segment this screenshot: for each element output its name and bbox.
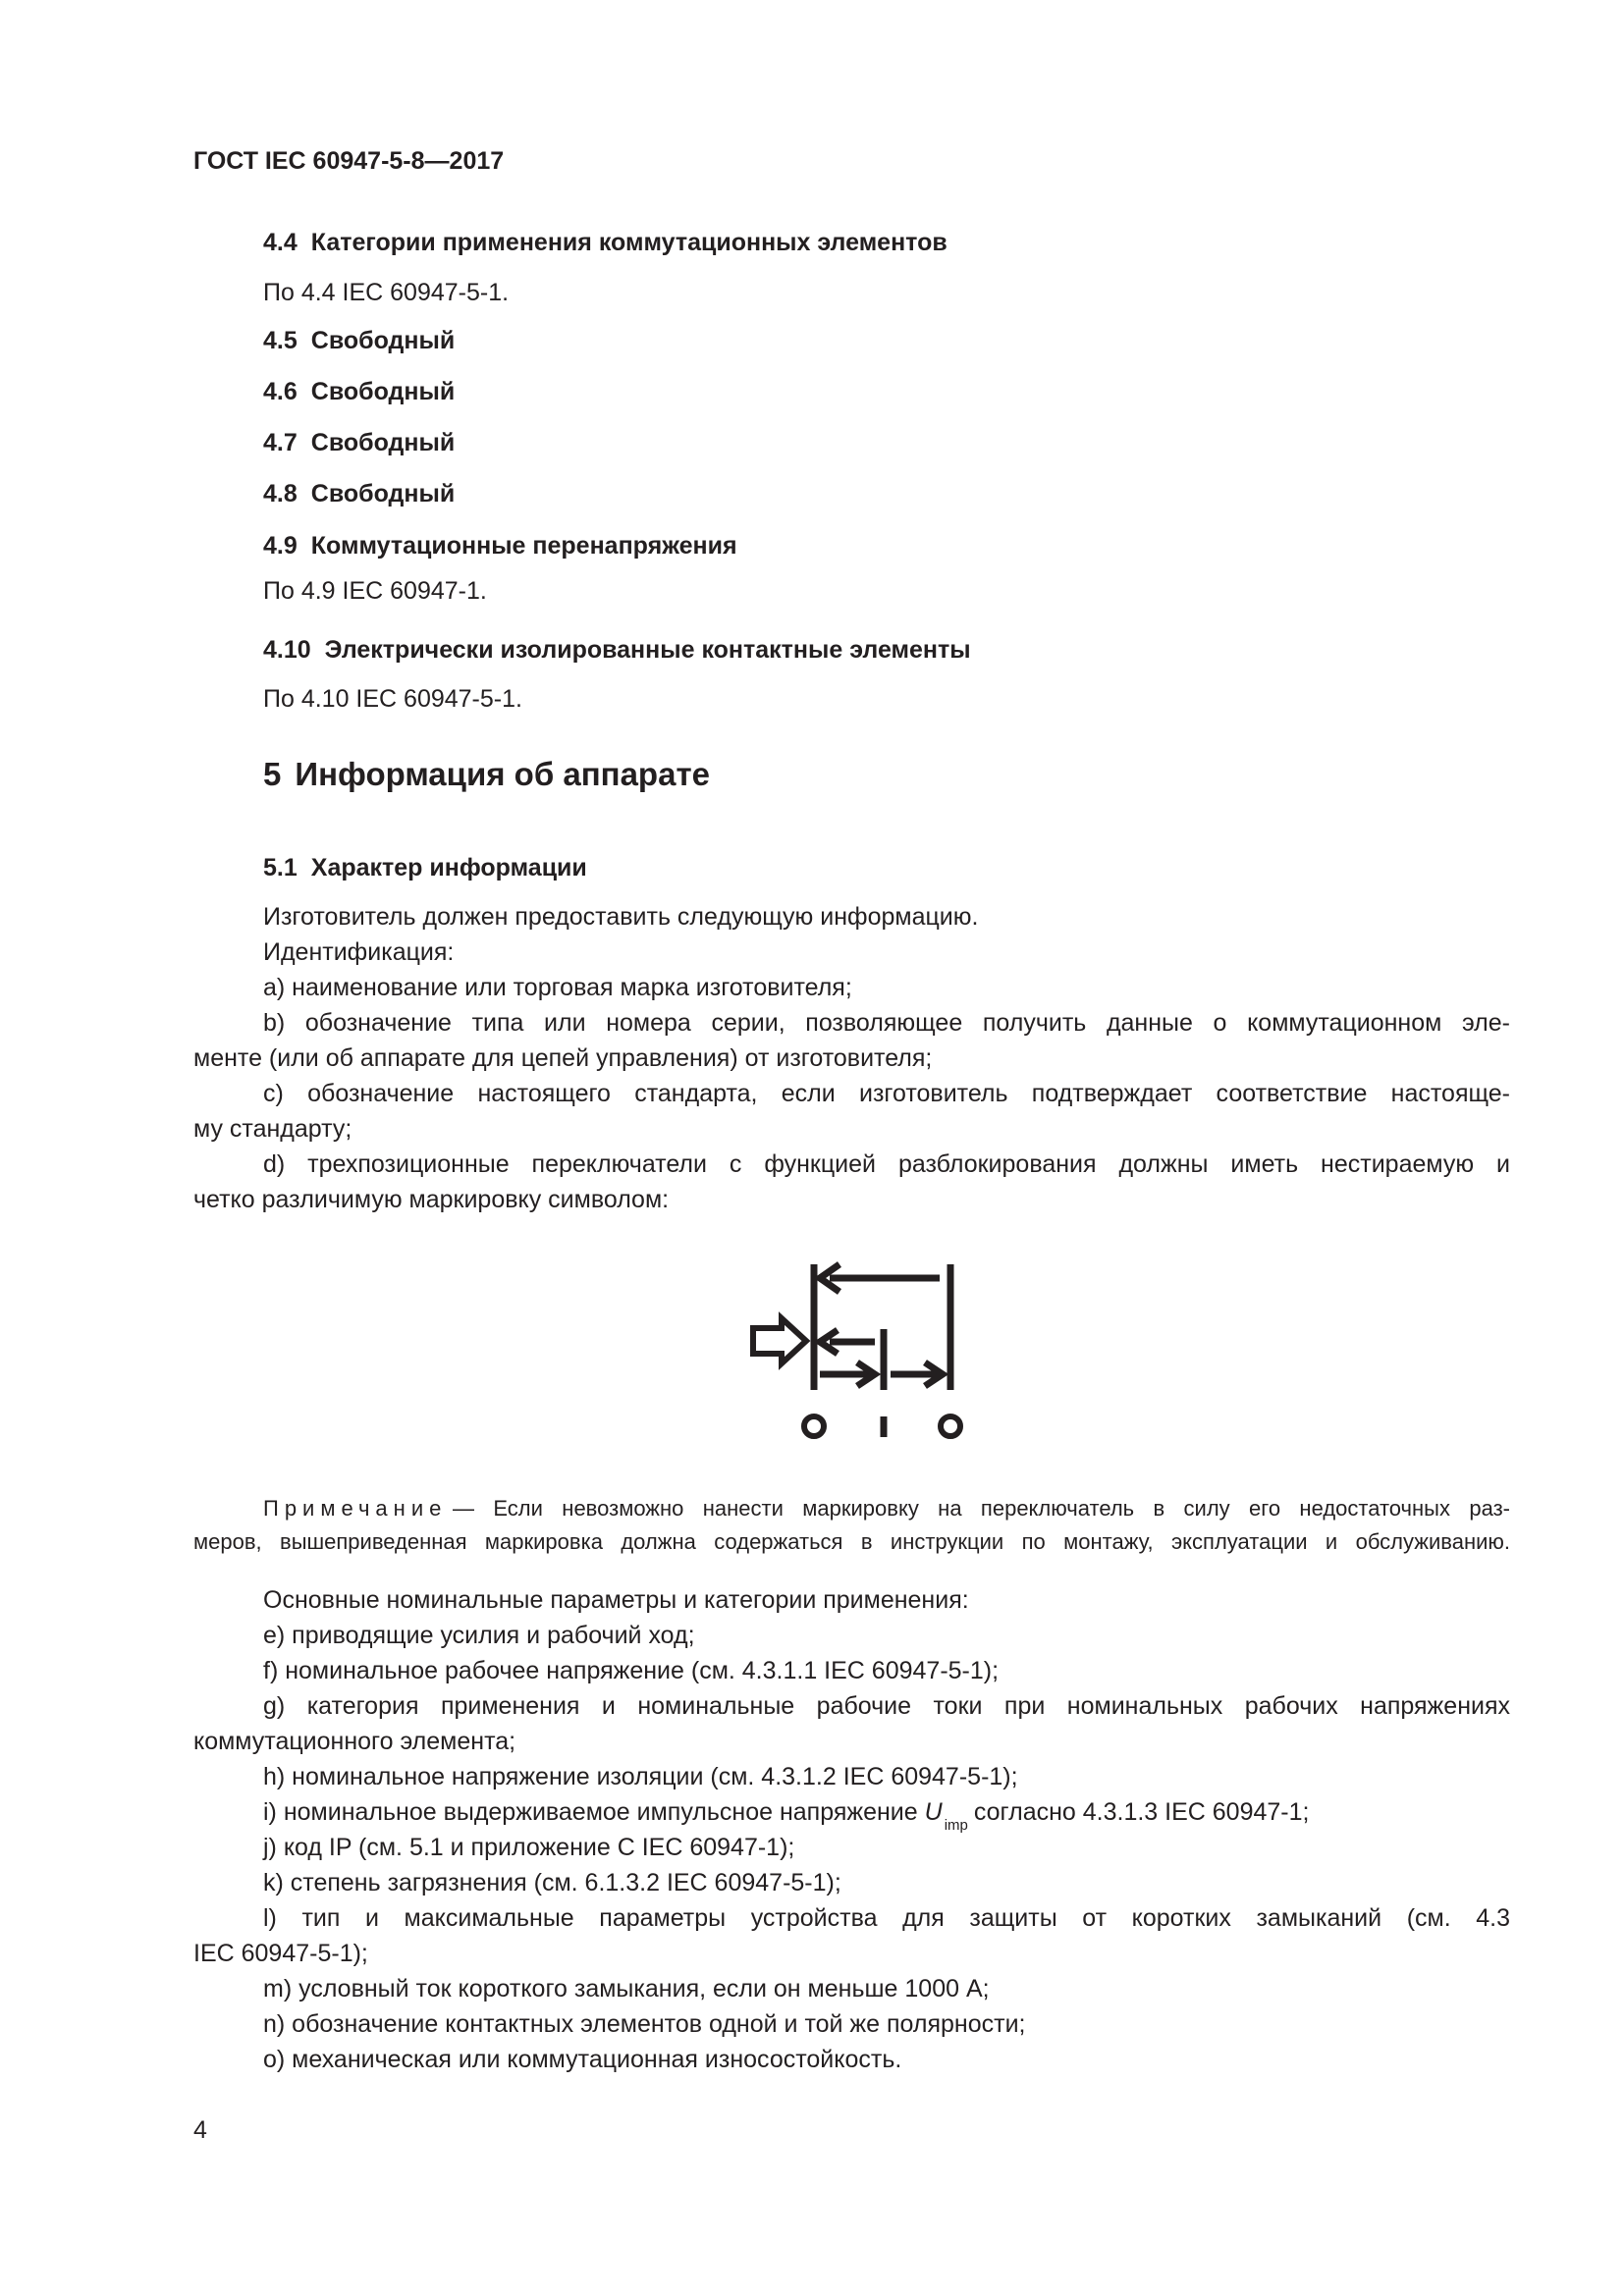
three-position-switch-symbol (741, 1245, 977, 1441)
list-item: m) условный ток короткого замыкания, если он меньше 1000 А; (263, 1975, 990, 2002)
paragraph: Идентификация: (263, 938, 455, 966)
standard-header: ГОСТ IEC 60947-5-8—2017 (193, 147, 505, 175)
list-item: n) обозначение контактных элементов одной и той же полярности; (263, 2010, 1026, 2038)
section-heading-4-6: 4.6 Свободный (263, 378, 456, 405)
paragraph: По 4.9 IEC 60947-1. (263, 577, 487, 605)
page-number: 4 (193, 2116, 207, 2144)
paragraph: По 4.4 IEC 60947-5-1. (263, 279, 510, 306)
paragraph: Основные номинальные параметры и категории применения: (263, 1586, 969, 1614)
section-heading-4-9: 4.9 Коммутационные перенапряжения (263, 532, 737, 560)
note-line: — Если невозможно нанести маркировку на переключатель в силу его недостаточных раз- (453, 1496, 1510, 1521)
section-heading-5: 5 Информация об аппарате (263, 756, 710, 792)
section-heading-4-10: 4.10 Электрически изолированные контактные элементы (263, 636, 971, 664)
paragraph: Изготовитель должен предоставить следующую информацию. (263, 903, 979, 931)
list-item-continuation: менте (или об аппарате для цепей управления) от изготовителя; (193, 1044, 933, 1072)
list-item: b) обозначение типа или номера серии, позволяющее получить данные о коммутационном эле- (263, 1009, 1510, 1037)
paragraph: По 4.10 IEC 60947-5-1. (263, 685, 522, 713)
note-label: Примечание (263, 1496, 448, 1521)
list-item: i) номинальное выдерживаемое импульсное напряжение U $_{imp}$ согласно 4.3.1.3 IEC 60947-1; (263, 1798, 1310, 1834)
section-heading-5-1: 5.1 Характер информации (263, 854, 587, 881)
position-o-left-circle (804, 1416, 824, 1436)
list-item-continuation: IEC 60947-5-1); (193, 1940, 368, 1967)
list-item: e) приводящие усилия и рабочий ход; (263, 1622, 695, 1649)
list-item: o) механическая или коммутационная износостойкость. (263, 2046, 902, 2073)
push-actuator-arrow (753, 1318, 806, 1363)
list-item-continuation: коммутационного элемента; (193, 1728, 516, 1755)
list-item-continuation: четко различимую маркировку символом: (193, 1186, 670, 1213)
position-o-right-circle (941, 1416, 960, 1436)
list-item-continuation: му стандарту; (193, 1115, 352, 1143)
section-heading-4-4: 4.4 Категории применения коммутационных элементов (263, 229, 947, 256)
list-item: k) степень загрязнения (см. 6.1.3.2 IEC 60947-5-1); (263, 1869, 841, 1896)
list-item: h) номинальное напряжение изоляции (см. 4.3.1.2 IEC 60947-5-1); (263, 1763, 1018, 1790)
list-item: f) номинальное рабочее напряжение (см. 4.3.1.1 IEC 60947-5-1); (263, 1657, 1000, 1684)
note (263, 1492, 447, 1525)
list-item: c) обозначение настоящего стандарта, если изготовитель подтверждает соответствие настояще- (263, 1080, 1510, 1107)
list-item: g) категория применения и номинальные рабочие токи при номинальных рабочих напряжениях (263, 1692, 1510, 1720)
list-item: a) наименование или торговая марка изготовителя; (263, 974, 852, 1001)
section-heading-4-5: 4.5 Свободный (263, 327, 456, 354)
section-heading-4-8: 4.8 Свободный (263, 480, 456, 507)
list-item: l) тип и максимальные параметры устройства для защиты от коротких замыканий (см. 4.3 (263, 1904, 1510, 1932)
list-item: j) код IP (см. 5.1 и приложение С IEC 60947-1); (263, 1834, 795, 1861)
list-item: d) трехпозиционные переключатели с функцией разблокирования должны иметь нестираемую и (263, 1150, 1510, 1178)
note-line: меров, вышеприведенная маркировка должна содержаться в инструкции по монтажу, эксплуатации и обслуживанию. (193, 1529, 1510, 1554)
section-heading-4-7: 4.7 Свободный (263, 429, 456, 456)
